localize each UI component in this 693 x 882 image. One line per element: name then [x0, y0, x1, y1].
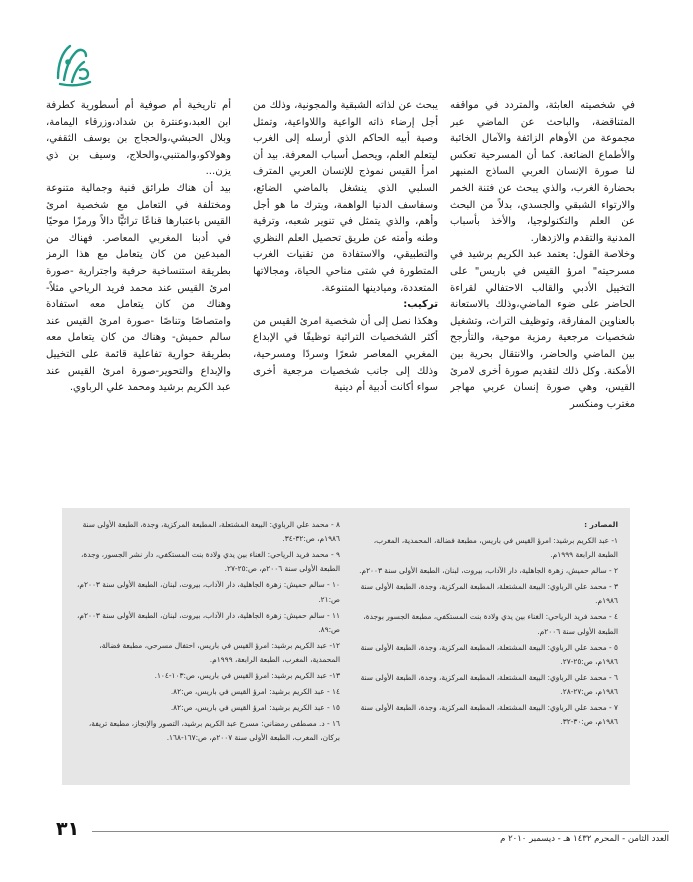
reference-item: ١٦ - د. مصطفى رمضاني: مسرح عبد الكريم برشيد، التصور والإنجاز، مطبعة تريفة، بركان، المغرب، الطبعة الأولى سنة ٢٠٠٧م، ص:١٦٧-١٦٨. — [88, 719, 340, 743]
paragraph: بيد أن هناك طرائق فنية وجمالية متنوعة ومختلفة في التعامل مع شخصية امرئ القيس باعتبارها قناعًا تراثيًّا دالاً ورمزًا موحيًا في أدبنا المغربي المعاصر. فهناك من المبدعين من كان يتعامل مع هذا الرمز بطريقة استنساخية حرفية واجترارية -صورة امرئ القيس عند محمد فريد الرياحي مثلاً- وهناك من كان يتعامل معه استفادة وامتصاصًا وتناصًا -صورة امرئ القيس عند سالم حميش- وهناك من كان يتعامل معه بطريقة حوارية تفاعلية قائمة على التخييل والإبداع والتحوير-صورة امرئ القيس عند عبد الكريم برشيد ومحمد علي الرباوي. — [46, 182, 231, 394]
reference-item: ٥ - محمد علي الرباوي: البيعة المشتعلة، المطبعة المركزية، وجدة، الطبعة الأولى سنة ١٩٨٦م، ص:٢٥-٢٧. — [360, 642, 618, 666]
paragraph: يبحث عن لذاته الشبقية والمجونية، وذلك من أجل إرضاء ذاته الواعية واللاواعية، وتمثل وصية أبيه الحاكم الذي أرسله إلى الغرب ليتعلم العلم، ويحصل أسباب المعرفة. بيد أن امرأ القيس نموذج للإنسان العربي المترف السلبي الذي ينشغل بالماضي الضائع، وسفاسف الدنيا الواهمة، ويترك ما هو أجل وأهم، والذي يتمثل في تنوير شعبه، وترقية وطنه وأمته عن طريق تحصيل العلم النظري والتطبيقي، والاستفادة من تقنيات الغرب المتطورة في شتى مناحي الحياة، ومجالاتها المتعددة، وميادينها المتنوعة. — [253, 100, 438, 294]
reference-item: ٢ - سالم حميش، زهرة الجاهلية، دار الآداب، بيروت، لبنان، الطبعة الأولى سنة ٢٠٠٣م. — [359, 566, 618, 576]
reference-item: ١٠ - سالم حميش: زهرة الجاهلية، دار الآداب، بيروت، لبنان، الطبعة الأولى سنة ٢٠٠٣م، ص:٢١. — [77, 580, 340, 604]
paragraph: وهكذا نصل إلى أن شخصية امرئ القيس من أكثر الشخصيات التراثية توظيفًا في الإبداع المغربي المعاصر شعرًا وسردًا ومسرحية، وذلك إلى جانب شخصيات مرجعية أخرى سواء أكانت أدبية أم دينية — [253, 315, 438, 394]
reference-item: ٩ - محمد فريد الرياحي: الغناء بين يدي ولادة بنت المستكفي، دار نشر الجسور، وجدة، الطبعة الأولى سنة ٢٠٠٦م، ص:٢٥-٢٧. — [81, 550, 340, 574]
journal-logo-icon — [52, 40, 94, 88]
article-column-left — [46, 98, 231, 498]
footer-divider — [92, 831, 669, 832]
paragraph: أم تاريخية أم صوفية أم أسطورية كطرفة ابن العبد،وعنترة بن شداد،وزرقاء اليمامة، وبلال الحبشي،والحجاج بن يوسف الثقفي، وهولاكو،والمتنبي،والحلاج، وسيف بن ذي يزن... — [46, 100, 231, 178]
reference-item: ٧ - محمد علي الرباوي: البيعة المشتعلة، المطبعة المركزية، وجدة، الطبعة الأولى سنة ١٩٨٦م، ص:٣٠-٣٢. — [360, 703, 618, 727]
page-number: ٣١ — [56, 818, 80, 840]
reference-item: ١١ - سالم حميش: زهرة الجاهلية، دار الآداب، بيروت، لبنان، الطبعة الأولى سنة ٢٠٠٣م، ص:٨٩. — [77, 610, 340, 634]
reference-item: ٦ - محمد علي الرباوي: البيعة المشتعلة، المطبعة المركزية، وجدة، الطبعة الأولى سنة ١٩٨٦م، ص:٢٧-٢٨. — [360, 672, 618, 697]
reference-item: ١٥ - عبد الكريم برشيد: امرؤ القيس في باريس، ص:٨٢. — [170, 703, 340, 713]
issue-info: العدد الثامن - المحرم ١٤٣٢ هـ - ديسمبر ٢٠١٠ م — [500, 834, 669, 844]
reference-item: ٣ - محمد علي الرباوي: البيعة المشتعلة، المطبعة المركزية، وجدة، الطبعة الأولى سنة ١٩٨٦م. — [360, 582, 618, 606]
references-title: المصادر : — [584, 520, 618, 529]
section-heading: تركيب: — [403, 299, 438, 311]
reference-item: ٤ - محمد فريد الرياحي: الغناء بين يدي ولادة بنت المستكفي، مطبعة الجسور بوجدة، الطبعة الأولى سنة ٢٠٠٦م. — [363, 612, 618, 636]
paragraph: في شخصيته العابثة، والمتردد في مواقفه المتناقضة، والباحث عن الماضي عبر مجموعة من الأوهام الزائفة والآمال الخائبة والأطماع الضائعة. كما أن المسرحية تعكس لنا صورة الإنسان العربي الساذج المنبهر بحضارة الغرب، والذي يبحث عن فتنة الخمر والارتواء الشبقي والجسدي، بدلاً من البحث عن العلم والتكنولوجيا، والأخذ بأسباب المدنية والتقدم والازدهار. — [450, 100, 635, 244]
reference-item: ١٢- عبد الكريم برشيد: امرؤ القيس في باريس، احتفال مسرحي، مطبعة فضالة، المحمدية، المغرب، الطبعة الرابعة، ١٩٩٩م. — [99, 640, 340, 665]
paragraph: وخلاصة القول: يعتمد عبد الكريم برشيد في مسرحيته" امرؤ القيس في باريس" على التخييل الأدبي والقالب الاحتفالي لقراءة الحاضر على ضوء الماضي،وذلك بالاستعانة بالعناوين المفارقة، وتوظيف التراث، وتشغيل شخصيات مرجعية رمزية موحية، والتأرجح بين الماضي والحاضر، والانتقال بحرية بين الأمكنة. وكل ذلك لتقديم صورة أخرى لامرئ القيس، وهي صورة إنسان عربي مهاجر مغترب ومنكسر — [450, 249, 635, 410]
references-column-left — [74, 518, 340, 747]
reference-item: ١٣- عبد الكريم برشيد: امرؤ القيس في باريس، ص:١٠٣-١٠٤. — [154, 671, 340, 681]
references-column-right — [352, 518, 618, 731]
references-box — [62, 508, 630, 785]
reference-item: ١- عبد الكريم برشيد: امرؤ القيس في باريس، مطبعة فضالة، المحمدية، المغرب، الطبعة الرابعة ١٩٩٩م. — [373, 536, 618, 560]
reference-item: ١٤ - عبد الكريم برشيد: امرؤ القيس في باريس، ص:٨٢. — [170, 687, 340, 697]
article-column-middle — [253, 98, 438, 498]
page-footer — [0, 820, 693, 844]
article-column-right — [450, 98, 635, 498]
reference-item: ٨ - محمد علي الرباوي: البيعة المشتعلة، المطبعة المركزية، وجدة، الطبعة الأولى سنة ١٩٨٦م، ص:٣٢-٣٤. — [82, 520, 340, 544]
